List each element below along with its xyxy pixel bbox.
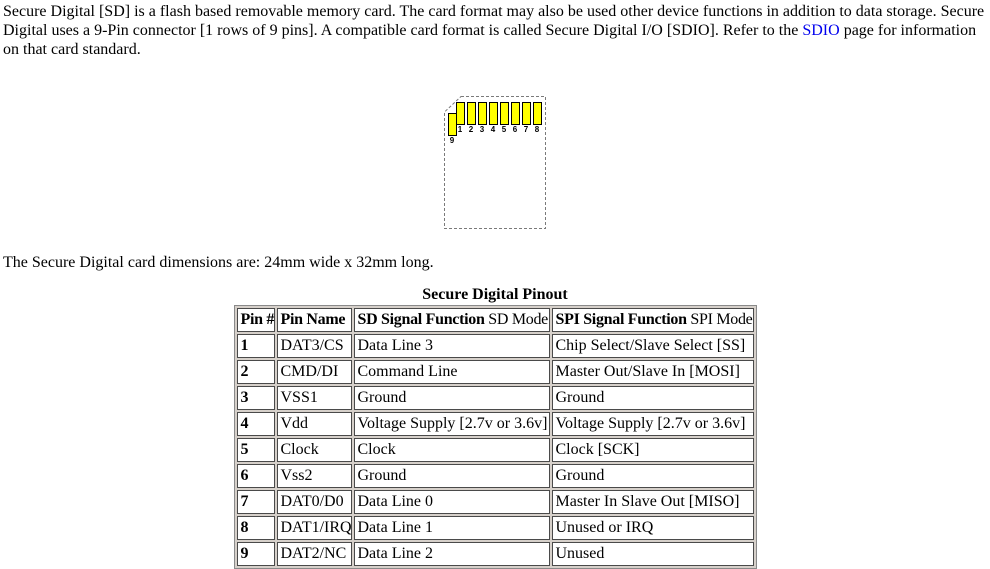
sd-function-cell: Data Line 1	[354, 516, 550, 540]
sd-function-cell: Clock	[354, 438, 550, 462]
pin-number-label: 3	[479, 125, 485, 134]
pin-contact	[501, 103, 509, 125]
sd-card-figure	[0, 96, 990, 229]
pin-number-cell: 2	[237, 360, 275, 384]
table-row	[237, 464, 754, 488]
table-row	[237, 412, 754, 436]
pin-contact	[534, 103, 542, 125]
table-row	[237, 334, 754, 358]
pin-number-cell: 6	[237, 464, 275, 488]
sd-function-cell: Data Line 2	[354, 542, 550, 566]
pin-name-cell: Vss2	[277, 464, 352, 488]
header-cell-0: Pin #	[237, 308, 275, 332]
spi-function-cell: Unused	[552, 542, 754, 566]
table-row	[237, 516, 754, 540]
pin-number-cell: 1	[237, 334, 275, 358]
spi-function-cell: Unused or IRQ	[552, 516, 754, 540]
pin-number-label: 1	[457, 125, 463, 134]
table-row	[237, 360, 754, 384]
pin-number-label: 5	[501, 125, 507, 134]
pin-number-label: 2	[468, 125, 474, 134]
sd-function-cell: Voltage Supply [2.7v or 3.6v]	[354, 412, 550, 436]
sd-function-cell: Ground	[354, 386, 550, 410]
pin-number-cell: 5	[237, 438, 275, 462]
pin-number-cell: 9	[237, 542, 275, 566]
pin-contact	[479, 103, 487, 125]
pin-number-label: 9	[449, 136, 455, 145]
sd-card-diagram	[444, 96, 546, 229]
pinout-table	[234, 305, 757, 569]
pin-number-label: 7	[523, 125, 529, 134]
pin-name-cell: Vdd	[277, 412, 352, 436]
pin-contact	[449, 114, 457, 136]
intro-text-before: Secure Digital [SD] is a flash based removable memory card. The card format may also be used other device functions in addition to data storage. Secure Digital uses a 9-Pin connector [1 rows of 9 pins]. A compatible card format is called Secure Digital I/O [SDIO]. Refer to the	[3, 3, 985, 39]
sd-function-cell: Command Line	[354, 360, 550, 384]
spi-function-cell: Master In Slave Out [MISO]	[552, 490, 754, 514]
pin-number-cell: 4	[237, 412, 275, 436]
pin-name-cell: DAT0/D0	[277, 490, 352, 514]
pin-name-cell: VSS1	[277, 386, 352, 410]
table-row	[237, 386, 754, 410]
pin-name-cell: DAT2/NC	[277, 542, 352, 566]
pin-name-cell: DAT1/IRQ	[277, 516, 352, 540]
pin-number-cell: 3	[237, 386, 275, 410]
spi-function-cell: Clock [SCK]	[552, 438, 754, 462]
sdio-link[interactable]: SDIO	[802, 22, 840, 39]
intro-paragraph	[0, 0, 990, 59]
spi-function-cell: Voltage Supply [2.7v or 3.6v]	[552, 412, 754, 436]
table-row	[237, 490, 754, 514]
pin-contact	[512, 103, 520, 125]
table-row	[237, 438, 754, 462]
pin-number-label: 4	[490, 125, 496, 134]
header-cell-3: SPI Signal Function SPI Mode	[552, 308, 754, 332]
table-header-row	[237, 308, 754, 332]
sd-function-cell: Data Line 0	[354, 490, 550, 514]
spi-function-cell: Ground	[552, 464, 754, 488]
spi-function-cell: Master Out/Slave In [MOSI]	[552, 360, 754, 384]
pinout-table-title: Secure Digital Pinout	[422, 286, 568, 303]
header-cell-2: SD Signal Function SD Mode	[354, 308, 550, 332]
spi-function-cell: Chip Select/Slave Select [SS]	[552, 334, 754, 358]
table-row	[237, 542, 754, 566]
sd-function-cell: Ground	[354, 464, 550, 488]
intro-text-after: page for information on that card standard.	[3, 22, 977, 58]
pin-contact	[457, 103, 465, 125]
pin-name-cell: CMD/DI	[277, 360, 352, 384]
pin-number-cell: 8	[237, 516, 275, 540]
pin-number-label: 6	[512, 125, 518, 134]
header-cell-1: Pin Name	[277, 308, 352, 332]
pin-name-cell: DAT3/CS	[277, 334, 352, 358]
sd-function-cell: Data Line 3	[354, 334, 550, 358]
pin-contact	[490, 103, 498, 125]
pin-number-label: 8	[534, 125, 540, 134]
spi-function-cell: Ground	[552, 386, 754, 410]
pin-number-cell: 7	[237, 490, 275, 514]
pin-name-cell: Clock	[277, 438, 352, 462]
pin-contact	[468, 103, 476, 125]
pin-contact	[523, 103, 531, 125]
dimensions-text: The Secure Digital card dimensions are: 24mm wide x 32mm long.	[3, 254, 434, 271]
